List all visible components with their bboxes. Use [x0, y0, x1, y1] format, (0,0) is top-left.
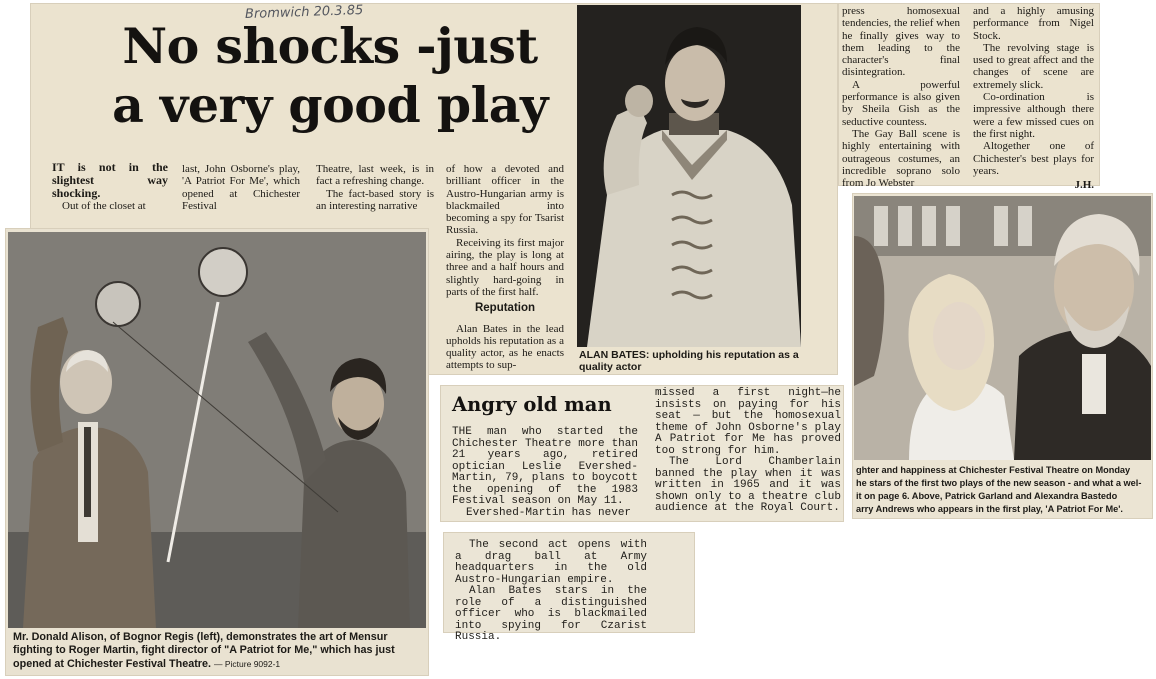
second-act-paragraph: Alan Bates stars in the role of a distinguished officer who is blackmailed into spying for Czarist Russia.: [455, 585, 647, 643]
alan-bates-caption: ALAN BATES: upholding his reputation as a quality actor: [579, 349, 799, 373]
angry-paragraph: missed a first night—he insists on paying for his seat — but the homosexual theme of John Osborne's play A Patriot for Me has proved too strong for him.: [655, 387, 841, 457]
article-paragraph: of how a devoted and brilliant officer in the Austro-Hungarian army is blackmailed into becoming a spy for Tsarist Russia.: [446, 163, 564, 237]
article-paragraph: Alan Bates in the lead upholds his reputation as a quality actor, as he enacts attempts to sup-: [446, 322, 564, 372]
article-paragraph: A powerful performance is also given by Sheila Gish as the seductive countess.: [842, 78, 960, 128]
article-paragraph: press homosexual tendencies, the relief when he finally gives way to them leading to the character's final disintegration.: [842, 5, 960, 79]
angry-paragraph: Evershed-Martin has never: [466, 506, 632, 519]
second-act-column: [455, 540, 647, 644]
article-paragraph: Altogether one of Chichester's best plays for years.: [973, 140, 1094, 177]
angry-paragraph: THE man who started the Chichester Theatre more than 21 years ago, retired optician Leslie Evershed-Martin, 79, plans to boycott the opening of the 1983 Festival season on May 11.: [452, 426, 638, 507]
article-column-2: [182, 163, 300, 212]
festival-caption-line: he stars of the first two plays of the new season - and what a wel-: [856, 478, 1142, 488]
festival-caption-line: it on page 6. Above, Patrick Garland and Alexandra Bastedo: [856, 491, 1118, 501]
article-paragraph: Out of the closet at: [62, 200, 146, 212]
fencing-illustration: [8, 232, 426, 628]
festival-photo: [854, 196, 1151, 460]
alan-bates-illustration: [577, 5, 801, 347]
angry-column-1: [452, 427, 638, 519]
article-column-1: [52, 161, 168, 212]
article-headline: [70, 17, 590, 135]
fencing-photo-clipping: [5, 228, 429, 676]
article-paragraph: and a highly amusing performance from Nigel Stock.: [973, 5, 1094, 42]
festival-photo-clipping: [852, 193, 1153, 519]
angry-old-man-clipping: [440, 385, 844, 522]
second-act-clipping: [443, 532, 695, 643]
article-signature: J.H.: [1074, 179, 1094, 192]
article-paragraph: Theatre, last week, is in fact a refreshing change.: [316, 163, 434, 188]
main-article-clipping-continued: [838, 3, 1100, 192]
second-act-paragraph: The second act opens with a drag ball at Army headquarters in the old Austro-Hungarian empire.: [455, 539, 647, 586]
festival-caption: [856, 464, 1151, 516]
festival-illustration: [854, 196, 1151, 460]
article-column-5: [842, 5, 960, 189]
article-subhead: Reputation: [474, 302, 536, 315]
article-paragraph: The fact-based story is an interesting narrative: [316, 187, 434, 212]
article-column-6: [973, 5, 1094, 191]
fencing-caption-text: Mr. Donald Alison, of Bognor Regis (left), demonstrates the art of Mensur fighting to Roger Martin, fight director of "A Patriot for Me," which has just opened at Chichester Festival Theatre.: [13, 631, 395, 670]
angry-headline: Angry old man: [452, 393, 612, 416]
festival-caption-line: arry Andrews who appears in the first play, 'A Patriot For Me'.: [856, 504, 1123, 514]
fencing-caption: [13, 631, 423, 671]
article-paragraph: Co-ordination is impressive although there were a few missed cues on the first night.: [973, 91, 1094, 140]
handwritten-date-note: Bromwich 20.3.85: [244, 2, 364, 23]
picture-reference: — Picture 9092-1: [214, 658, 281, 669]
article-paragraph: The revolving stage is used to great affect and the changes of scene are extremely slick.: [973, 41, 1094, 91]
article-paragraph: last, John Osborne's play, 'A Patriot For Me', which opened at Chichester Festival: [182, 163, 300, 212]
angry-column-2: [655, 388, 841, 515]
article-column-3: [316, 163, 434, 212]
headline-line-2: a very good play: [112, 76, 548, 134]
festival-caption-line: ghter and happiness at Chichester Festival Theatre on Monday: [856, 465, 1131, 475]
alan-bates-photo: [577, 5, 801, 347]
article-lead: IT is not in the slightest way shocking.: [52, 160, 168, 200]
fencing-photo: [8, 232, 426, 628]
article-paragraph: Receiving its first major airing, the play is long at three and a half hours and slightly hard-going in parts of the first half.: [446, 236, 564, 298]
article-column-4: [446, 163, 564, 375]
angry-paragraph: The Lord Chamberlain banned the play when it was written in 1965 and it was shown only to a theatre club audience at the Royal Court.: [655, 456, 841, 514]
article-paragraph: The Gay Ball scene is highly entertaining with outrageous costumes, an incredible soprano solo from Jo Webster: [842, 127, 960, 190]
headline-line-1: No shocks -just: [122, 17, 538, 75]
